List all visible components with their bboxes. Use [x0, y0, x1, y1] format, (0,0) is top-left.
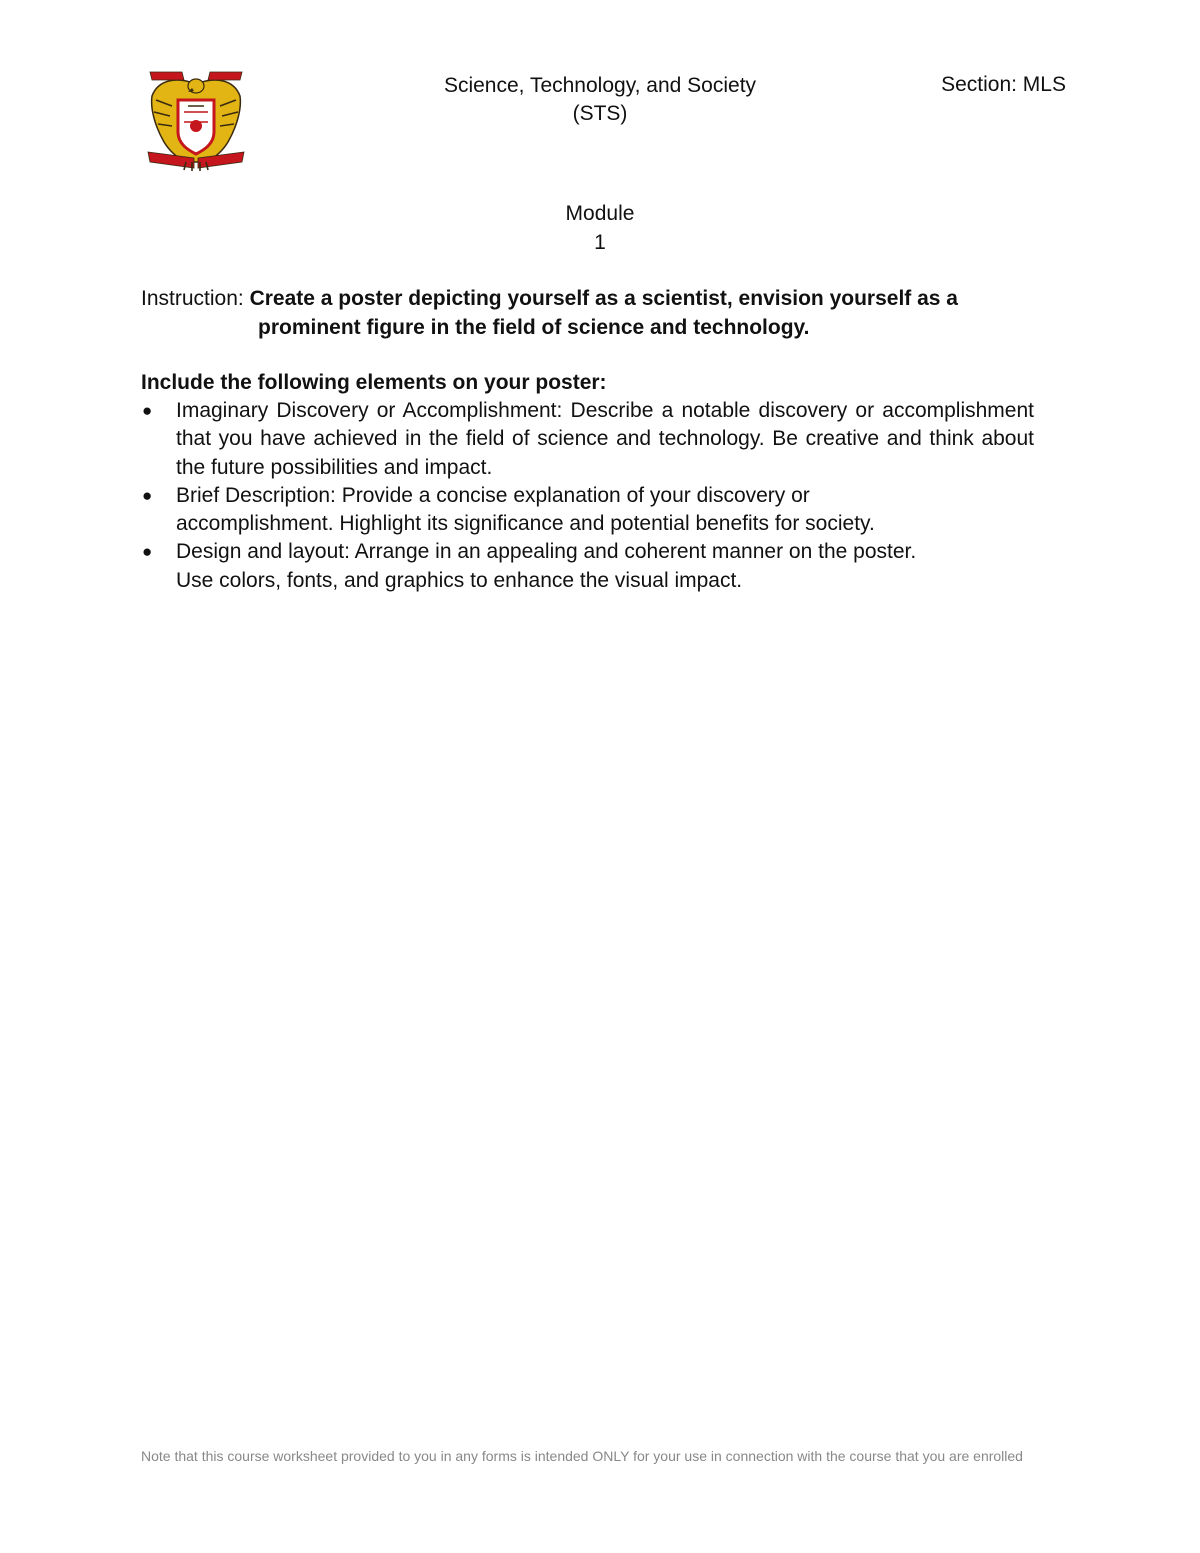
- elements-list: [141, 397, 1034, 595]
- list-item-line: Brief Description: Provide a concise explanation of your discovery or: [176, 483, 810, 507]
- module-label: Module: [565, 202, 635, 225]
- instruction-text-line2: prominent figure in the field of science and technology.: [258, 316, 810, 339]
- list-item-line: Design and layout: Arrange in an appealing and coherent manner on the poster.: [176, 540, 917, 564]
- list-item-line: accomplishment. Highlight its significance and potential benefits for society.: [176, 512, 875, 536]
- module-heading: [450, 199, 750, 257]
- instruction-label: Instruction:: [141, 287, 244, 310]
- instruction-block: [141, 284, 1061, 342]
- module-number: 1: [594, 231, 606, 254]
- section-label: Section: MLS: [941, 73, 1066, 96]
- bullet-icon: ●: [142, 485, 153, 505]
- university-seal-logo: [146, 66, 246, 174]
- course-title-block: [360, 72, 840, 128]
- course-code: (STS): [572, 102, 628, 125]
- list-item-text: Imaginary Discovery or Accomplishment: Describe a notable discovery or accomplishment that you have achieved in the field of science and technology. Be creative and think about the future possibilities and impact.: [176, 399, 1034, 479]
- instruction-text-line1: Create a poster depicting yourself as a scientist, envision yourself as a: [249, 287, 958, 310]
- list-item: [141, 397, 1034, 482]
- bullet-icon: ●: [142, 542, 153, 562]
- footer-note: Note that this course worksheet provided to you in any forms is intended ONLY for your use in connection with the course that you are enrolled: [141, 1448, 1023, 1464]
- list-item-line: Use colors, fonts, and graphics to enhance the visual impact.: [176, 568, 743, 592]
- list-item: [141, 482, 1034, 539]
- list-item: [141, 538, 1034, 595]
- bullet-icon: ●: [142, 401, 153, 420]
- course-title: Science, Technology, and Society: [443, 74, 757, 97]
- elements-heading: Include the following elements on your poster:: [141, 371, 607, 394]
